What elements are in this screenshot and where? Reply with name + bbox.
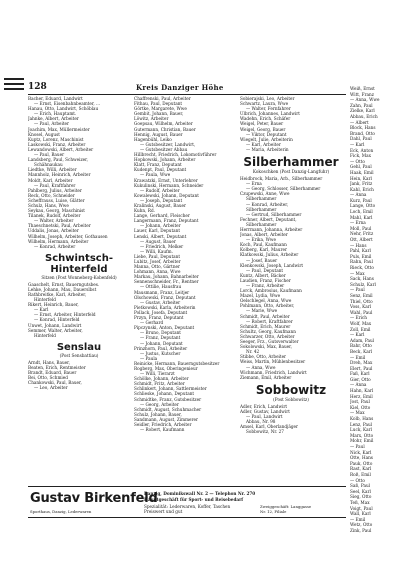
directory-page (28, 82, 346, 544)
column-3-mid (240, 176, 342, 380)
directory-entry: — Max (350, 410, 365, 416)
directory-entry: Schähnaukau (34, 162, 63, 168)
advert-line: Hauptgeschäft für Sport- und Reisebedarf (144, 497, 244, 502)
directory-entry: Schulz, Karl (350, 281, 376, 287)
column-1-top (28, 96, 130, 249)
directory-entry: Rikert, Heinrich, Bauer, (28, 302, 79, 308)
directory-entry: Haak, Emil (350, 169, 374, 175)
directory-entry: Beck, Karl (350, 348, 373, 354)
directory-entry: Lenski, Albert, Deputant (134, 233, 187, 239)
directory-entry: Joachim, Max, Müllermeister (28, 126, 90, 132)
column-2-top (134, 96, 236, 432)
directory-entry: — Paula (140, 355, 158, 361)
advertiser-name: Gustav Birkenfeld (30, 491, 158, 506)
directory-entry: — Otto (350, 477, 365, 483)
directory-entry: Mahl, Karl (350, 214, 373, 220)
directory-entry: — Emil (350, 516, 366, 522)
directory-entry: — Ottilie, Hausfrau (140, 284, 182, 290)
directory-entry: Jank, Fritz (350, 181, 373, 187)
directory-entry: Hein, Karl (350, 175, 372, 181)
directory-entry: Seeger, Frz., Gutsverwalter (240, 339, 299, 345)
directory-entry: Moll, Paul (350, 225, 372, 231)
place-name: Silberhammer (243, 155, 339, 170)
directory-entry: Saß, Paul (350, 483, 370, 489)
page-number: 128 (28, 82, 47, 92)
directory-entry: Gutermann, Christian, Bauer (134, 126, 196, 132)
directory-entry: Arndt, Hans, Bauer, (28, 359, 71, 365)
directory-entry: Zielke, Karl (350, 108, 375, 114)
directory-entry: Weiß, Ernst (350, 86, 375, 91)
directory-entry: Görtke, Margarete, Wwe (134, 106, 187, 112)
directory-entry: — Karl (350, 141, 365, 147)
directory-entry: Landsberg, Paul, Schweizer, (28, 157, 89, 163)
directory-entry: Semmer, Walter, Arbeiter, (28, 327, 83, 333)
directory-entry: Sokolowski, Max, Bauer, (240, 344, 293, 350)
directory-entry: Lehke, Johann, Mau, Dauerslbst (28, 286, 97, 292)
directory-entry: Chaffrenski, Paul, Arbeiter (134, 96, 191, 101)
directory-entry: Schmidtke, Franz, Gutsbesitzer (134, 396, 202, 402)
directory-columns (28, 96, 346, 486)
directory-entry: Lauer, Karl, Deputant (134, 228, 181, 234)
directory-entry: Koch, Paul, Kaufmann (240, 242, 287, 248)
directory-entry: Pahl, Karl (350, 248, 371, 254)
directory-entry: Sobierajski, Leo, Arbeiter (240, 96, 295, 101)
directory-entry: Klatkowski, Julius, Arbeiter (240, 252, 299, 258)
directory-entry: Lange, Gerhard, Fleischer (134, 213, 190, 219)
advert-footnote: Sporthaus, Danzig, Lederwaren (30, 509, 92, 514)
directory-entry: Weiss, Martin, Mühlenbesitzer (240, 359, 306, 365)
directory-entry: — Hans (350, 242, 367, 248)
directory-entry: Kuntz, Albert, Bäcker (240, 272, 286, 278)
directory-entry: Krawatzki, Ernst, Unterlehrer (134, 177, 198, 183)
directory-entry: Loch, Emil (350, 209, 373, 215)
directory-entry: — Erika, Wwe (246, 237, 276, 243)
directory-entry: Mannholz, Heinrich, Arbeiter (28, 172, 91, 178)
place-subtitle: (Post Sensbattiau) (59, 352, 99, 358)
directory-entry: — Joseph, Deputant (140, 197, 183, 203)
directory-entry: Puls, Emil (350, 253, 372, 259)
left-margin-marks (4, 78, 24, 118)
directory-entry: Wolf, Max (350, 320, 372, 326)
directory-entry: — Paul (350, 287, 365, 293)
directory-entry: Seykau, Georg, Maschinist (28, 208, 85, 214)
directory-entry: Wahl, Paul (350, 309, 373, 315)
directory-entry: Fick, Max (350, 153, 371, 159)
advertisement (28, 486, 346, 518)
directory-entry: Schultz, Georg, Kaufmann (240, 328, 296, 334)
directory-entry: Laudien, Franz, Fischer (240, 277, 291, 283)
directory-entry: Pauk, Otto (350, 460, 373, 466)
directory-entry: — Konrad, Arbeiter, (246, 201, 289, 207)
directory-entry: — Anna, Wwe (246, 364, 276, 370)
directory-entry: Kolberg, Karl, Maurer (240, 247, 287, 253)
directory-entry: Schwarzer, Otto, Arbeiter (240, 333, 295, 339)
directory-entry: Wetz, Otto (350, 522, 373, 528)
place-name: Senslau (56, 341, 102, 353)
directory-entry: — Erich (350, 315, 367, 321)
directory-entry: — Gutsbesitzer, Landwirt, (140, 141, 196, 147)
directory-entry: Thaeschnetski, Paul, Arbeiter (28, 223, 91, 229)
directory-entry: — Willi, Tierarzt (140, 371, 175, 377)
directory-entry: Scheffrauss, Luise, Glätter (28, 197, 85, 203)
directory-entry: Rast, Karl (350, 466, 372, 472)
directory-entry: Pietkowski, Karla, Arbeiterin (134, 304, 196, 310)
advert-line: Spezialität: Lederwaren, Koffer, Taschen (144, 504, 231, 509)
directory-entry: Voss, Karl (350, 304, 372, 310)
directory-entry: Abbau, Nr. 98 (246, 419, 276, 425)
directory-entry: — Konrad, Arbeiter (34, 243, 76, 249)
directory-entry: — Paula, Wwe (140, 172, 171, 178)
directory-entry: Adam, Paul (350, 337, 374, 343)
directory-entry: Block, Hans (350, 125, 376, 131)
directory-entry: — Leo, Arbeiter (34, 385, 68, 391)
directory-entry: Lewandowski, Albert, Arbeiter (28, 146, 94, 152)
column-2 (134, 96, 236, 486)
directory-entry: — Walter, Arbeiter (34, 218, 74, 224)
place-heading (240, 156, 342, 174)
directory-entry: Wall, Karl (350, 511, 371, 517)
directory-entry: Sack, Hans (350, 276, 374, 282)
directory-entry: Kiel, Otto (350, 404, 371, 410)
directory-entry: Faß, Karl (350, 371, 370, 377)
directory-entry: Gembit, Johann, Bauer, (134, 111, 184, 117)
directory-entry: Herz, Emil (350, 393, 373, 399)
directory-entry: Kuptz, Lorenz, Maschinist (28, 136, 84, 142)
directory-entry: Lorck, Ambrosius, Kaufmann (240, 288, 302, 294)
directory-entry: Sobbowitz, Nr. 27 (246, 429, 284, 435)
directory-entry: Pahlberg, Julius, Arbeiter (28, 187, 82, 193)
directory-entry: — Franz, Deputant (140, 335, 181, 341)
directory-entry: Schmidt, Erich, Maurer (240, 323, 291, 329)
directory-entry: Rieck, Otto (350, 265, 374, 270)
directory-entry: — Albert (350, 119, 369, 125)
directory-entry: Adler, Gustav, Landwirt (240, 408, 290, 414)
directory-entry: Zahn, Paul (350, 102, 373, 108)
directory-entry: — Paul, Arbeiter (34, 121, 70, 127)
directory-entry: Rogberg, Max, Oberingenieur (134, 365, 198, 371)
directory-entry: Heidbrock, Maria, Arb., Silberhammer (240, 176, 323, 182)
directory-entry: — Paul (350, 444, 365, 449)
directory-entry: — Georg, Arbeiter (140, 401, 179, 407)
directory-entry: Thiel, Otto (350, 298, 373, 304)
directory-entry: — Anna (350, 192, 367, 198)
advert-line: Danzig, Dominikswall Nr. 2 — Telephon Nr. 270 (144, 491, 256, 496)
directory-entry: Manna, Otto, Gärtner (134, 264, 181, 270)
place-name: Schwintsch-Hinterfeld (45, 252, 113, 275)
directory-entry: Pollack, Josefa, Deputant (134, 309, 188, 315)
directory-entry: — August, Bauer (140, 238, 176, 244)
directory-entry: — Emil (350, 354, 366, 360)
directory-entry: Teß, Max (350, 499, 370, 505)
directory-entry: Ott, Albert (350, 237, 373, 243)
directory-entry: Seel, Karl (350, 488, 371, 494)
directory-entry: Unwet, Johann, Landwirt (28, 322, 82, 328)
directory-entry: Kralinski, August, Bauer (134, 202, 187, 208)
directory-entry: Wiegelt, Julie, Arbeiterin (240, 136, 293, 142)
directory-entry: Sieg, Otto (350, 494, 372, 500)
directory-entry: Rahn, Paul (350, 259, 373, 265)
directory-entry: Hinterfeld (34, 297, 56, 303)
directory-entry: Lenz, Paul (350, 421, 372, 427)
directory-entry: Moldt, Karl, Arbeiter (28, 177, 73, 183)
directory-entry: Beaten, Erich, Rentmeister (28, 364, 86, 370)
directory-entry: Hennig, August, Bauer (134, 131, 183, 137)
directory-entry: — Karl, Arbeiter (246, 141, 281, 147)
directory-entry: Fechner, Albert, Deputant, (240, 216, 297, 222)
place-name: Sobbowitz (255, 382, 327, 397)
directory-entry: — Gerhard (140, 320, 164, 326)
directory-entry: Oelschlegel, Anna, Wwe (240, 298, 292, 304)
directory-entry: — Karl (34, 307, 49, 313)
directory-entry: — Gertrud, Silberhammer (246, 211, 302, 217)
directory-entry: Mazel, Lydia, Wwe (240, 293, 281, 299)
directory-entry: Schmidt, Paul, Arbeiter (240, 313, 290, 319)
directory-entry: Gier, Otto (350, 376, 371, 382)
directory-entry: — Paul, Landwirt (246, 413, 283, 419)
directory-entry: Schmidt, August, Schuhmacher (134, 406, 202, 412)
directory-entry: Kuhn, Rd. (134, 208, 155, 214)
directory-entry: Reinicke, Hermann, Bauerngutsbesitzer (134, 360, 220, 366)
directory-entry: — Max (350, 270, 365, 276)
directory-entry: — Ernst, Arbeiter, Hinterfeld (34, 312, 96, 318)
directory-entry: Silberhammer (246, 221, 277, 227)
directory-entry: — Willi, Kaufm. (140, 248, 173, 254)
advert-branch: Zweiggeschäft: Langgasse (260, 504, 312, 509)
directory-entry: Hanau, Otto, Landwirt, Schöblau (28, 106, 99, 112)
directory-entry: Gaaschelt, Ernst, Bauerngutsbes. (28, 281, 100, 287)
directory-entry: Bacher, Eduard, Landwirt (28, 96, 83, 101)
directory-entry: Nick, Karl (350, 449, 372, 455)
directory-entry: Hinterfeld (34, 332, 56, 338)
directory-entry: Herrmann, Johanna, Arbeiter (240, 226, 303, 232)
column-3 (240, 96, 342, 486)
directory-entry: Schölke, Johann, Arbeiter (134, 376, 189, 382)
directory-entry: — Erna (350, 220, 366, 226)
directory-entry: — Paul, Kraftfahrer (34, 182, 76, 188)
directory-entry: Ulbrich, Johannes, Landwirt (240, 111, 300, 117)
directory-entry: Bei, Otto, Schmied (28, 375, 68, 381)
directory-entry: Hahn, Karl (350, 388, 374, 394)
directory-entry: — Maria, Arbeiterin (246, 146, 289, 152)
directory-entry: Kowalewski, Johann, Deputant (134, 192, 199, 198)
directory-entry: — Franz, Arbeiter (246, 283, 285, 288)
directory-entry: Abbau, Erich (350, 113, 378, 119)
directory-entry: Klenkowski, Joseph, Landwirt (240, 262, 304, 268)
directory-entry: — Anna, Wwe (350, 97, 380, 103)
directory-entry: Mausmann, Franz, Leitjer (134, 289, 190, 295)
page-header (28, 82, 346, 95)
directory-entry: Mohr, Emil (350, 438, 374, 444)
directory-entry: — Josef, Bauer (246, 257, 278, 263)
directory-entry: Reck, Otto, Schneider (28, 192, 75, 198)
directory-entry: Przyn, Franz, Deputant (134, 315, 184, 321)
directory-entry: Nr. 42 (246, 349, 260, 355)
directory-entry: Chankowski, Paul, Bauer, (28, 380, 82, 386)
column-1-bottom (28, 360, 130, 391)
directory-entry: Klatt, Franz, Deputant (134, 162, 182, 168)
directory-entry: Zoll, Emil (350, 326, 371, 332)
directory-entry: Hillbrecht, Friedrich, Lokomotivführer (134, 152, 217, 158)
directory-entry: Silberhammer (246, 196, 277, 202)
directory-entry: — Johann, Arbeiter (140, 223, 181, 229)
directory-entry: — Rudolf, Arbeiter (140, 187, 180, 193)
directory-entry: Schulz, Johann, Bauer, (134, 411, 182, 417)
directory-entry: Tilanek, Rudolf, Arbeiter (28, 213, 81, 219)
directory-entry: Laskowski, Franz, Arbeiter (28, 141, 86, 147)
directory-entry: Amsel, Karl, Oberlandjäger (240, 424, 299, 430)
directory-entry: Lohmann, Anna, Wwe (134, 269, 181, 275)
directory-entry: Weigel, Peter, Bauer (240, 121, 284, 127)
directory-entry: Kahl, Erich (350, 186, 374, 192)
place-heading (28, 342, 130, 358)
directory-entry: Czupewski, Anne, Wwe (240, 191, 290, 197)
directory-entry: Jost, Paul (350, 399, 370, 405)
place-heading (240, 384, 342, 402)
directory-entry: Kudenpt, Paul, Deputant (134, 167, 187, 173)
directory-entry: Löwitz, Arbeiter (134, 116, 169, 122)
column-1 (28, 96, 130, 486)
directory-entry: Kukulinski, Hermann, Schneider (134, 182, 204, 188)
directory-entry: Wilhelm, Hermann, Arbeiter (28, 238, 89, 244)
directory-entry: Stibbe, Otto, Arbeiter (240, 354, 287, 360)
place-heading (28, 253, 130, 280)
directory-entry: Kolb, Hans (350, 416, 374, 422)
directory-entry: — Ernst, Eisenbahnbeamter, ... (34, 101, 101, 107)
advert-line: Preiswert und gut (144, 509, 183, 514)
directory-entry: Wichmann, Friedrich, Landwirt (240, 369, 307, 375)
directory-entry: — Anna (350, 382, 367, 388)
place-subtitle: (Post Sobbowitz) (273, 396, 309, 402)
column-3-top (240, 96, 342, 152)
column-1-mid (28, 282, 130, 338)
directory-entry: Luck, Karl (350, 427, 372, 433)
directory-entry: — Otto (350, 158, 365, 164)
directory-entry: Bahr, Otto (350, 343, 372, 349)
directory-entry: Voigt, Paul (350, 505, 373, 511)
directory-entry: — Gustav, Arbeiter (140, 299, 181, 305)
directory-entry: Schmidt, Fritz, Arbeiter (134, 381, 185, 387)
directory-entry: Fithau, Paul, Deputant (134, 101, 183, 107)
directory-entry: Dreh, Max (350, 360, 373, 366)
directory-entry: Brand, Otto (350, 130, 375, 136)
directory-entry: Markau, Johann, Bahnarbeiter (134, 274, 199, 280)
directory-entry: Schlinkert, Johann, Sattlermeister (134, 386, 207, 392)
directory-entry: Lange, Otto (350, 203, 376, 209)
directory-entry: Wilhelm, Joseph, Arbeiter, Gothausen (28, 233, 108, 239)
place-subtitle: Kokoschken (Post Danzig-Langfuhr) (252, 169, 330, 175)
directory-entry: Schwartz, Laura, Wwe (240, 101, 289, 107)
directory-entry: — Georg, Schlosser, Silberhammer (246, 186, 321, 192)
directory-entry: Pipczynski, Anton, Deputant (134, 325, 195, 331)
directory-entry: — Paul, Deputant (246, 267, 284, 273)
directory-entry: Goepsau, Wilhelm, Arbeiter (134, 121, 193, 127)
directory-entry: — Justus, Kutscher (140, 350, 181, 356)
page-title: Kreis Danziger Höhe (136, 83, 224, 92)
directory-entry: Ziemann, Emil, Arbeiter (240, 374, 292, 380)
directory-entry: Marx, Otto (350, 432, 374, 438)
directory-entry: Otte, Hans (350, 455, 373, 461)
directory-entry: — Robert, Kaufmann (140, 427, 185, 433)
directory-entry: Jonas, Albert, Arbeiter (240, 232, 288, 238)
directory-entry: Seidler, Friedrich, Arbeiter (134, 422, 192, 427)
directory-entry: Liebe, Paul, Deputant (134, 253, 181, 259)
directory-entry: — Erna (246, 181, 262, 187)
directory-entry: — Viktor, Deputant (246, 131, 287, 137)
directory-entry: — Johann, Deputant (140, 340, 183, 346)
directory-entry: Liedtke, Willi, Arbeiter (28, 167, 77, 173)
directory-entry: Hagenbühl, Leiko (134, 136, 172, 142)
directory-entry: Kurz, Paul (350, 197, 372, 203)
directory-entry: Jahnke, Albert, Arbeiter (28, 116, 79, 122)
directory-entry: Lubitz, Josef, Arbeiter (134, 259, 181, 264)
directory-entry: Uddalis, Jonas, Arbeiter (28, 228, 79, 234)
directory-entry: — Marie, Wwe (246, 308, 278, 314)
directory-entry: — Konrad, Hinterfeld (34, 317, 80, 323)
directory-entry: Prinzhorn, Paul, Arbeiter (134, 345, 188, 351)
directory-entry: Schulz, Hans, Wwe (28, 202, 69, 208)
directory-entry: — Gutsbesitzer Abbau (140, 146, 188, 152)
directory-entry: Knosel, August (28, 131, 60, 137)
place-subtitle: Sitzen (Post Wonneberg-Kobenfeld) (41, 274, 117, 280)
directory-entry: — Karl (350, 332, 365, 338)
directory-entry: Langermann, Franz, Deputant (134, 218, 199, 224)
directory-entry: Rathbreitke, Karl, Arbeiter, (28, 292, 87, 297)
advert-branch: Nr. 12, Filiale (260, 509, 287, 514)
directory-entry: Olschowski, Franz, Deputant (134, 294, 196, 300)
directory-entry: — Erich, Hauptamt. (34, 111, 77, 117)
directory-entry: Adler, Erich, Landwirt (240, 403, 288, 409)
directory-entry: — Walter, Fernfahrer (246, 106, 291, 112)
directory-entry: Pohlmann, Otto, Arbeiter, (240, 303, 295, 309)
directory-entry: Brandt, Eduard, Bauer (28, 370, 77, 376)
directory-entry: Zink, Paul (350, 527, 372, 533)
directory-entry: Dahl, Paul (350, 136, 372, 142)
directory-entry: Silberhammer (246, 206, 277, 212)
directory-entry: Elert, Paul (350, 365, 373, 371)
directory-entry: Eck, Anton (350, 147, 374, 153)
directory-entry: — Robert, Kraftfahrer (246, 318, 293, 324)
directory-entry: Nehr, Fritz (350, 231, 374, 237)
directory-entry: Hopkowski, Johann, Arbeiter (134, 157, 196, 163)
directory-entry: — Bruno, Deputant (140, 330, 181, 336)
directory-entry: — Friedrich, Melker (140, 243, 184, 249)
directory-entry: Senz, Emil (350, 292, 373, 298)
directory-entry: — Paul, Bauer (34, 152, 65, 158)
directory-entry: Witt, Franz (350, 91, 374, 97)
next-page-edge (350, 86, 400, 542)
directory-entry: Sandmann, August, Zimmerer (134, 416, 199, 422)
directory-entry: Weigel, Georg, Bauer (240, 126, 286, 132)
directory-entry: Schlieske, Johann, Deputant (134, 391, 195, 397)
directory-entry: Wadehn, Erich, Schäfer (240, 116, 291, 122)
directory-entry: Roß, Emil (350, 471, 371, 477)
column-3-bottom (240, 404, 342, 435)
directory-entry: Sennenschneider, Fr., Rentner (134, 279, 199, 285)
directory-entry: Gehl, Paul (350, 164, 372, 170)
